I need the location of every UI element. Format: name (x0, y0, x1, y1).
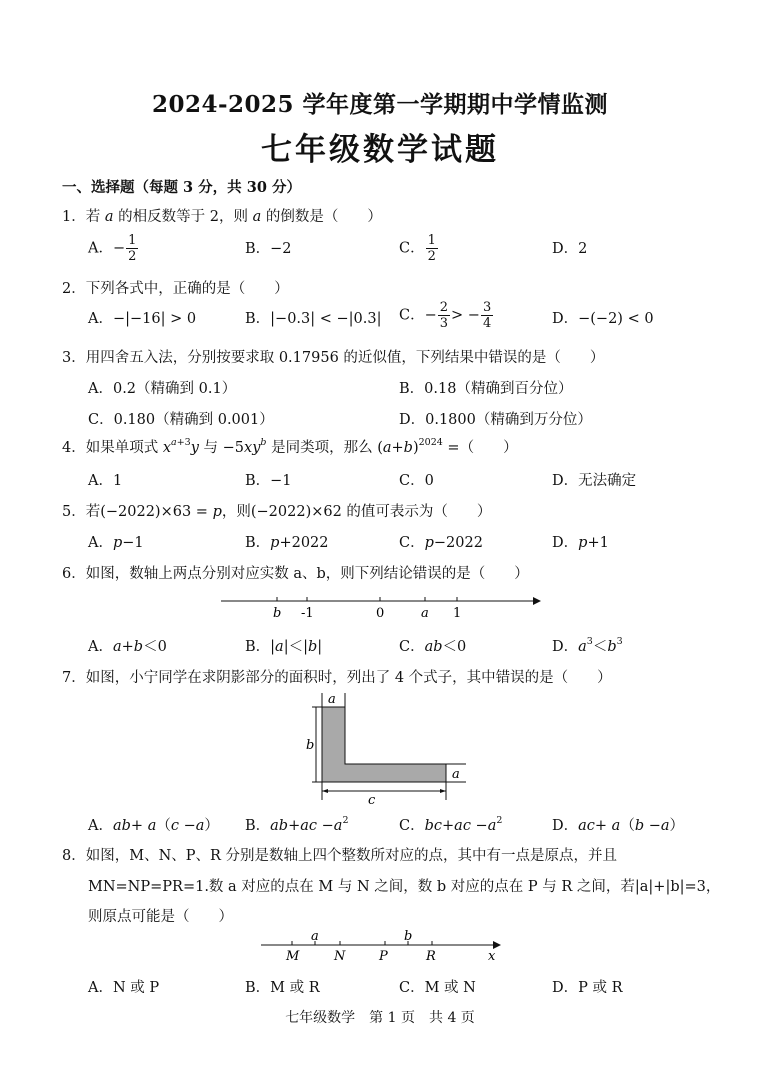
question-5-option-d: D．p+1 (552, 535, 609, 551)
question-3-option-d: D．0.1800（精确到万分位） (399, 412, 592, 428)
question-2-option-d: D．−(−2) < 0 (552, 311, 654, 327)
section-heading: 一、选择题（每题 3 分，共 30 分） (62, 179, 301, 196)
question-1-option-a: A．− $\frac{1}{2}$ (88, 233, 137, 264)
question-5-option-a: A．p−1 (88, 535, 144, 551)
question-8-option-a: A．N 或 P (88, 980, 160, 996)
question-3-stem: 3．用四舍五入法，分别按要求取 0.17956 的近似值，下列结果中错误的是（ ） (62, 350, 605, 366)
shaded-l-region (322, 707, 446, 782)
question-2-option-b: B．|−0.3| < −|0.3| (245, 311, 382, 327)
question-6-option-b: B．|a|＜|b| (245, 639, 323, 655)
question-1-stem: 1．若 a 的相反数等于 2，则 a 的倒数是（ ） (62, 209, 382, 225)
exam-subtitle: 七年级数学试题 (261, 132, 499, 168)
question-7-option-a: A．ab+ a（c −a） (88, 818, 219, 834)
label-a-top: a (328, 692, 336, 707)
question-8-option-c: C．M 或 N (399, 980, 476, 996)
question-6-number-line (215, 588, 545, 624)
page-footer: 七年级数学 第 1 页 共 4 页 (285, 1010, 475, 1026)
label-0: 0 (376, 606, 385, 621)
question-3-option-b: B．0.18（精确到百分位） (399, 381, 573, 397)
label-b: b (404, 929, 413, 944)
label-a: a (311, 929, 319, 944)
question-1-option-b: B．−2 (245, 241, 292, 257)
question-8-number-line (255, 928, 505, 966)
question-6-stem: 6．如图，数轴上两点分别对应实数 a、b，则下列结论错误的是（ ） (62, 566, 529, 582)
question-6-option-d: D．$a^3<b^3$ (552, 636, 623, 655)
question-8-option-d: D．P 或 R (552, 980, 623, 996)
question-5-option-c: C．p−2022 (399, 535, 483, 551)
question-7-option-c: C．$bc+ac -a^2$ (399, 815, 503, 834)
question-4-stem: 4．如果单项式 $x^{a+3}y$ 与 $-5xy^b$ 是同类项，那么 $(a+b)^{2024}$ =（ ） (62, 437, 518, 456)
question-5-option-b: B．p+2022 (245, 535, 329, 551)
label-b-left: b (306, 738, 315, 753)
question-8-stem: 8．如图，M、N、P、R 分别是数轴上四个整数所对应的点，其中有一点是原点，并且 (62, 848, 618, 864)
label-b: b (273, 606, 282, 621)
arrow-right-icon (533, 597, 541, 605)
question-6-option-a: A．a+b＜0 (88, 639, 167, 655)
label-1: 1 (453, 606, 462, 621)
question-7-stem: 7．如图，小宁同学在求阴影部分的面积时，列出了 4 个式子，其中错误的是（ ） (62, 670, 612, 686)
label-a: a (421, 606, 429, 621)
question-2-stem: 2．下列各式中，正确的是（ ） (62, 281, 289, 297)
question-4-option-c: C．0 (399, 473, 434, 489)
question-4-option-a: A．1 (88, 473, 123, 489)
question-2-option-c: C．− $\frac{2}{3}$ > − $\frac{3}{4}$ (399, 300, 492, 331)
question-3-option-c: C．0.180（精确到 0.001） (88, 412, 274, 428)
question-5-stem: 5．若(−2022)×63 = p，则(−2022)×62 的值可表示为（ ） (62, 504, 492, 520)
question-4-option-d: D．无法确定 (552, 473, 637, 489)
question-7-option-b: B．$ab+ac -a^2$ (245, 815, 349, 834)
question-7-l-shape-figure (300, 688, 475, 806)
label-c-bottom: c (368, 793, 376, 806)
label-x: x (488, 949, 496, 964)
question-7-option-d: D．ac+ a（b −a） (552, 818, 685, 834)
question-1-option-c: C． $\frac{1}{2}$ (399, 233, 436, 264)
question-8-stem-line-3: 则原点可能是（ ） (88, 909, 233, 925)
question-2-option-a: A．−|−16| > 0 (88, 311, 197, 327)
arrow-left-icon (322, 789, 328, 793)
label-m: M (286, 949, 300, 964)
question-4-option-b: B．−1 (245, 473, 292, 489)
question-1-option-d: D．2 (552, 241, 588, 257)
label-r: R (426, 949, 436, 964)
question-8-stem-line-2: MN=NP=PR=1.数 a 对应的点在 M 与 N 之间，数 b 对应的点在 P 与 R 之间，若|a|+|b|=3， (88, 879, 721, 895)
question-3-option-a: A．0.2（精确到 0.1） (88, 381, 237, 397)
question-8-option-b: B．M 或 R (245, 980, 320, 996)
question-6-option-c: C．ab＜0 (399, 639, 467, 655)
label-n: N (334, 949, 346, 964)
label-minus-1: -1 (301, 606, 314, 621)
label-a-right: a (452, 767, 460, 782)
arrow-right-icon (493, 941, 501, 949)
exam-title: 2024-2025 学年度第一学期期中学情监测 (151, 91, 609, 118)
arrow-right-icon (440, 789, 446, 793)
label-p: P (379, 949, 388, 964)
